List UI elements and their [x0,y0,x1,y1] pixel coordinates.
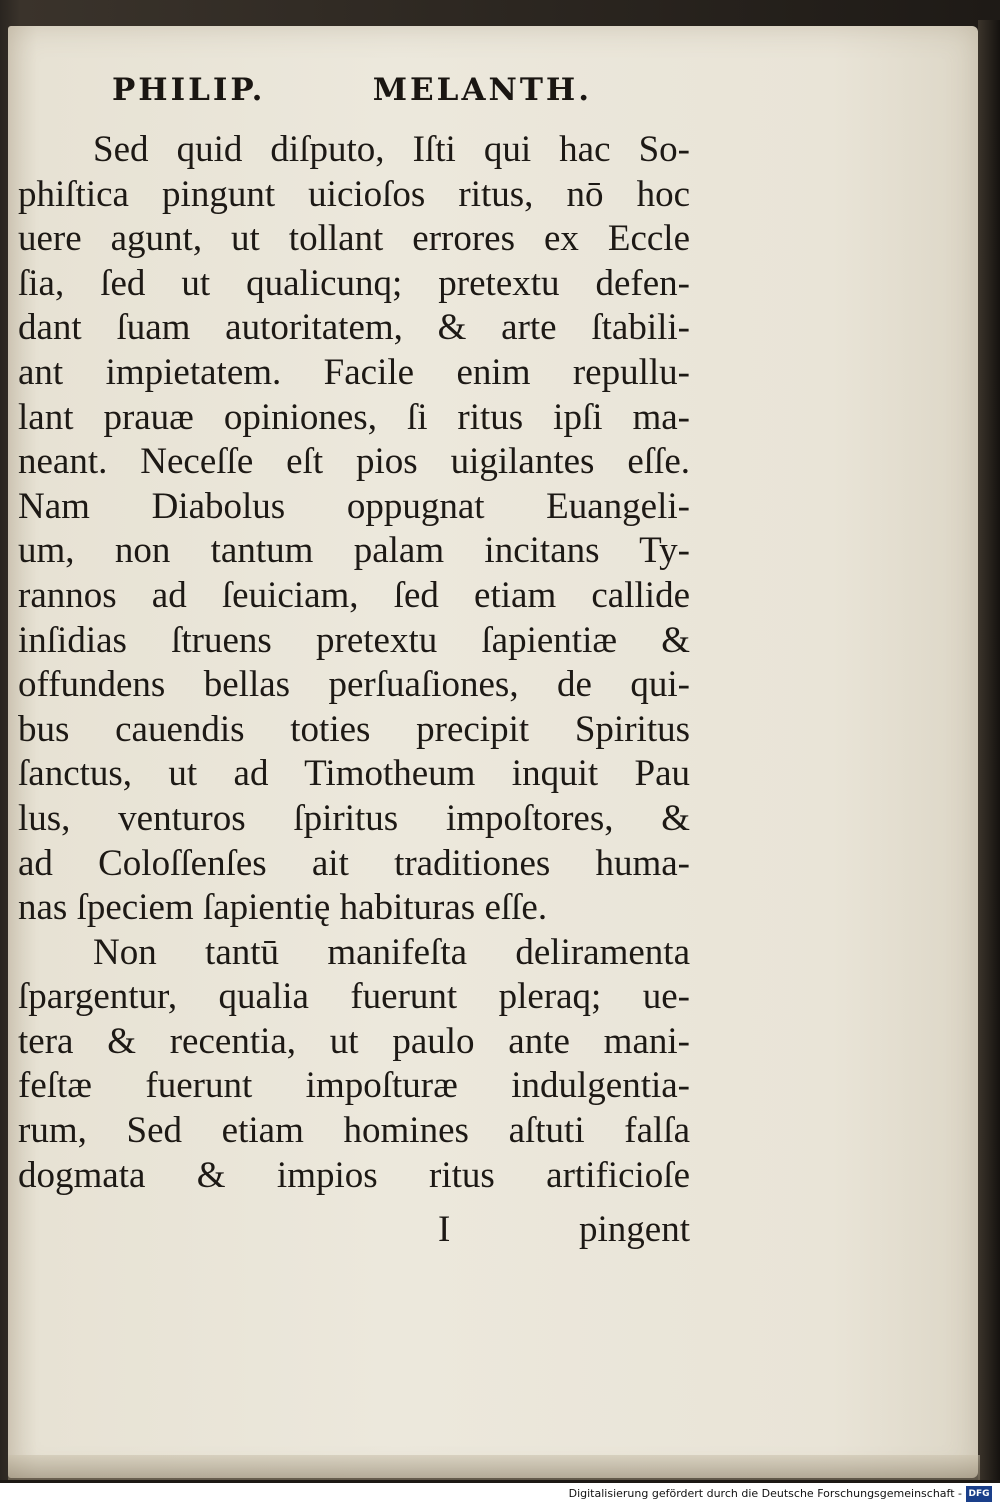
text-line: phiſtica pingunt uicioſos ritus, nō hoc [18,173,690,215]
text-line: nas ſpeciem ſapientię habituras eſſe. [18,887,548,929]
digitization-credit-bar [0,1483,1000,1507]
text-line: ſia, ſed ut qualicunq; pretextu defen- [18,262,690,304]
text-line: feſtæ fuerunt impoſturæ indulgentia- [18,1065,690,1107]
text-line: rannos ad ſeuiciam, ſed etiam callide [18,574,690,616]
text-line: rum, Sed etiam homines aſtuti falſa [18,1110,690,1152]
text-line: dant ſuam autoritatem, & arte ſtabili- [18,307,690,349]
text-line: ad Coloſſenſes ait traditiones huma- [18,842,690,884]
signature-mark: I [438,1209,451,1250]
running-head-right: MELANTH. [372,72,592,108]
text-line: Sed quid diſputo, Iſti qui hac So- [93,129,690,170]
text-line: tera & recentia, ut paulo ante mani- [18,1020,690,1062]
text-line: offundens bellas perſuaſiones, de qui- [18,664,690,706]
page-footer [18,1208,690,1254]
text-line: lus, venturos ſpiritus impoſtores, & [18,797,690,839]
text-line: Nam Diabolus oppugnat Euangeli- [18,485,690,527]
book-spine [978,20,1000,1480]
text-line: ſanctus, ut ad Timotheum inquit Pau [18,753,690,795]
text-line: lant prauæ opiniones, ſi ritus ipſi ma- [18,396,690,438]
dfg-logo-icon: DFG [966,1486,992,1502]
body-text [18,128,690,1198]
running-head-left: PHILIP. [112,72,266,108]
credit-text: Digitalisierung gefördert durch die Deutsche Forschungsgemeinschaft - [568,1487,962,1500]
page-bottom-edge [8,1455,980,1480]
text-line: um, non tantum palam incitans Ty- [18,530,690,572]
text-line: dogmata & impios ritus artificioſe [18,1154,690,1196]
text-line: neant. Neceſſe eſt pios uigilantes eſſe. [18,441,690,483]
text-line: uere agunt, ut tollant errores ex Eccle [18,218,690,260]
running-head [112,72,592,108]
catchword: pingent [579,1209,690,1250]
text-line: ſpargentur, qualia fuerunt pleraq; ue- [18,976,690,1018]
text-line: bus cauendis toties precipit Spiritus [18,708,690,750]
text-line: Non tantū manifeſta deliramenta [93,931,690,973]
text-line: inſidias ſtruens pretextu ſapientiæ & [18,619,690,661]
text-line: ant impietatem. Facile enim repullu- [18,351,690,393]
